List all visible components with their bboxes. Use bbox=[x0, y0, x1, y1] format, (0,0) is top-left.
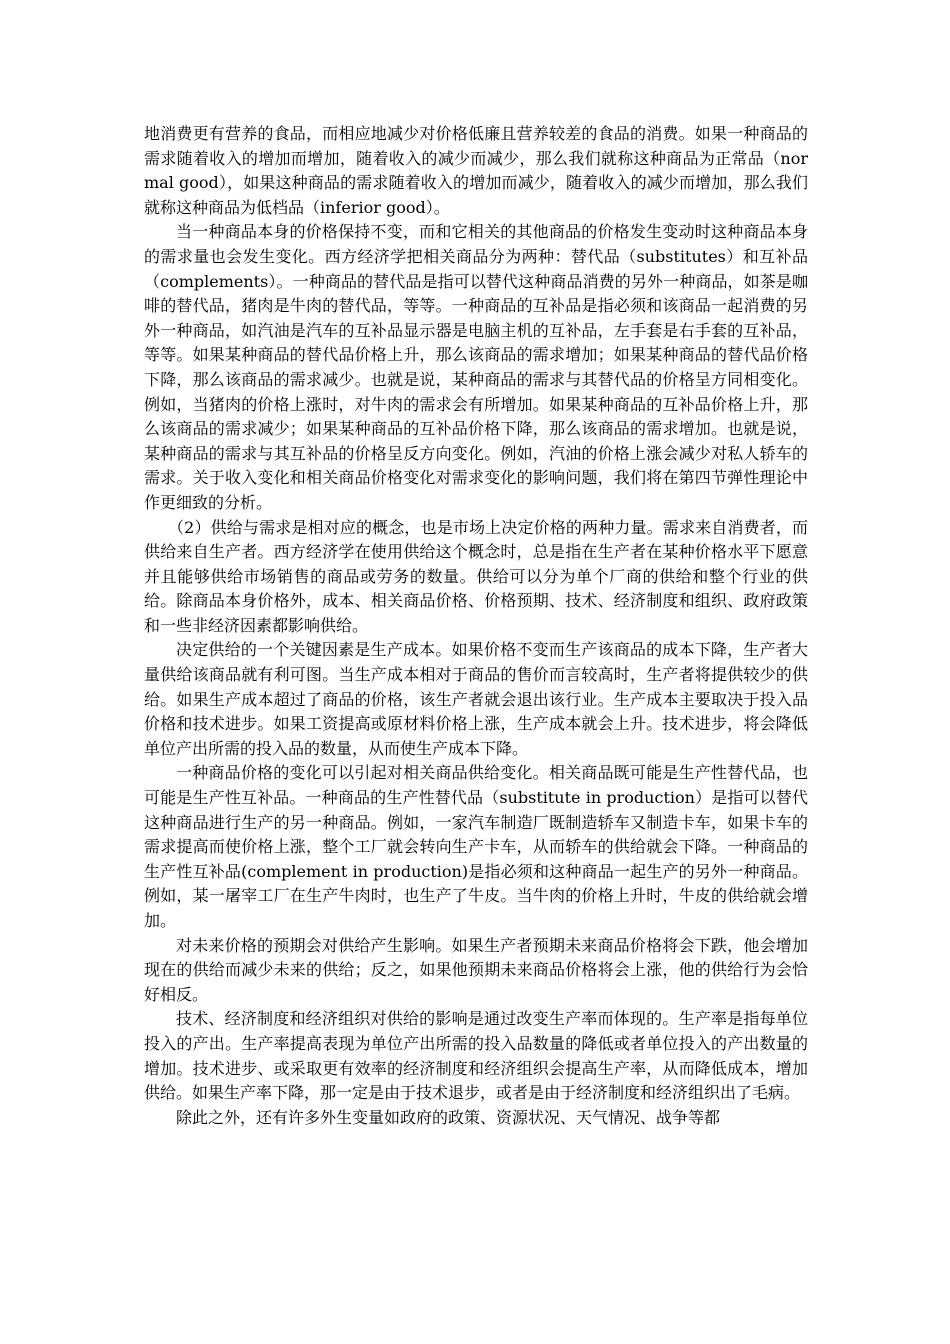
paragraph-production-cost: 决定供给的一个关键因素是生产成本。如果价格不变而生产该商品的成本下降，生产者大量供给该商品就有利可图。当生产成本相对于商品的售价而言较高时，生产者将提供较少的供给。如果生产成本超过了商品的价格，该生产者就会退出该行业。生产成本主要取决于投入品价格和技术进步。如果工资提高或原材料价格上涨，生产成本就会上升。技术进步，将会降低单位产出所需的投入品的数量，从而使生产成本下降。 bbox=[144, 640, 808, 758]
paragraph-related-goods-demand: 当一种商品本身的价格保持不变，而和它相关的其他商品的价格发生变动时这种商品本身的需求量也会发生变化。西方经济学把相关商品分为两种：替代品（substitutes）和互补品（complements）。一种商品的替代品是指可以替代这种商品消费的另外一种商品，如茶是咖啡的替代品，猪肉是牛肉的替代品，等等。一种商品的互补品是指必须和该商品一起消费的另外一种商品，如汽油是汽车的互补品显示器是电脑主机的互补品，左手套是右手套的互补品，等等。如果某种商品的替代品价格上升，那么该商品的需求增加；如果某种商品的替代品价格下降，那么该商品的需求减少。也就是说，某种商品的需求与其替代品的价格呈方同相变化。例如，当猪肉的价格上涨时，对牛肉的需求会有所增加。如果某种商品的互补品价格上升，那么该商品的需求减少；如果某种商品的互补品价格下降，那么该商品的需求增加。也就是说，某种商品的需求与其互补品的价格呈反方向变化。例如，汽油的价格上涨会减少对私人轿车的需求。关于收入变化和相关商品价格变化对需求变化的影响问题，我们将在第四节弹性理论中作更细致的分析。 bbox=[144, 222, 808, 512]
paragraph-technology-productivity: 技术、经济制度和经济组织对供给的影响是通过改变生产率而体现的。生产率是指每单位投入的产出。生产率提高表现为单位产出所需的投入品数量的降低或者单位投入的产出数量的增加。技术进步、或采取更有效率的经济制度和经济组织会提高生产率，从而降低成本，增加供给。如果生产率下降，那一定是由于技术退步，或者是由于经济制度和经济组织出了毛病。 bbox=[144, 1009, 808, 1103]
paragraph-related-goods-supply: 一种商品价格的变化可以引起对相关商品供给变化。相关商品既可能是生产性替代品，也可能是生产性互补品。一种商品的生产性替代品（substitute in production）是指可以替代这种商品进行生产的另一种商品。例如，一家汽车制造厂既制造轿车又制造卡车，如果卡车的需求提高而使价格上涨，整个工厂就会转向生产卡车，从而轿车的供给就会下降。一种商品的生产性互补品(complement in production)是指必须和这种商品一起生产的另外一种商品。例如，某一屠宰工厂在生产牛肉时，也生产了牛皮。当牛肉的价格上升时，牛皮的供给就会增加。 bbox=[144, 763, 808, 930]
paragraph-exogenous-variables: 除此之外，还有许多外生变量如政府的政策、资源状况、天气情况、战争等都 bbox=[176, 1107, 721, 1127]
document-body bbox=[144, 122, 808, 1130]
paragraph-supply-definition: （2）供给与需求是相对应的概念，也是市场上决定价格的两种力量。需求来自消费者，而供给来自生产者。西方经济学在使用供给这个概念时，总是指在生产者在某种价格水平下愿意并且能够供给市场销售的商品或劳务的数量。供给可以分为单个厂商的供给和整个行业的供给。除商品本身价格外，成本、相关商品价格、价格预期、技术、经济制度和组织、政府政策和一些非经济因素都影响供给。 bbox=[144, 517, 808, 635]
paragraph-income-effect: 地消费更有营养的食品，而相应地减少对价格低廉且营养较差的食品的消费。如果一种商品的需求随着收入的增加而增加，随着收入的减少而减少，那么我们就称这种商品为正常品（normal good），如果这种商品的需求随着收入的增加而减少，随着收入的减少而增加，那么我们就称这种商品为低档品（inferior good）。 bbox=[144, 124, 808, 217]
paragraph-price-expectations: 对未来价格的预期会对供给产生影响。如果生产者预期未来商品价格将会下跌，他会增加现在的供给而减少未来的供给；反之，如果他预期未来商品价格将会上涨，他的供给行为会恰好相反。 bbox=[144, 935, 808, 1004]
